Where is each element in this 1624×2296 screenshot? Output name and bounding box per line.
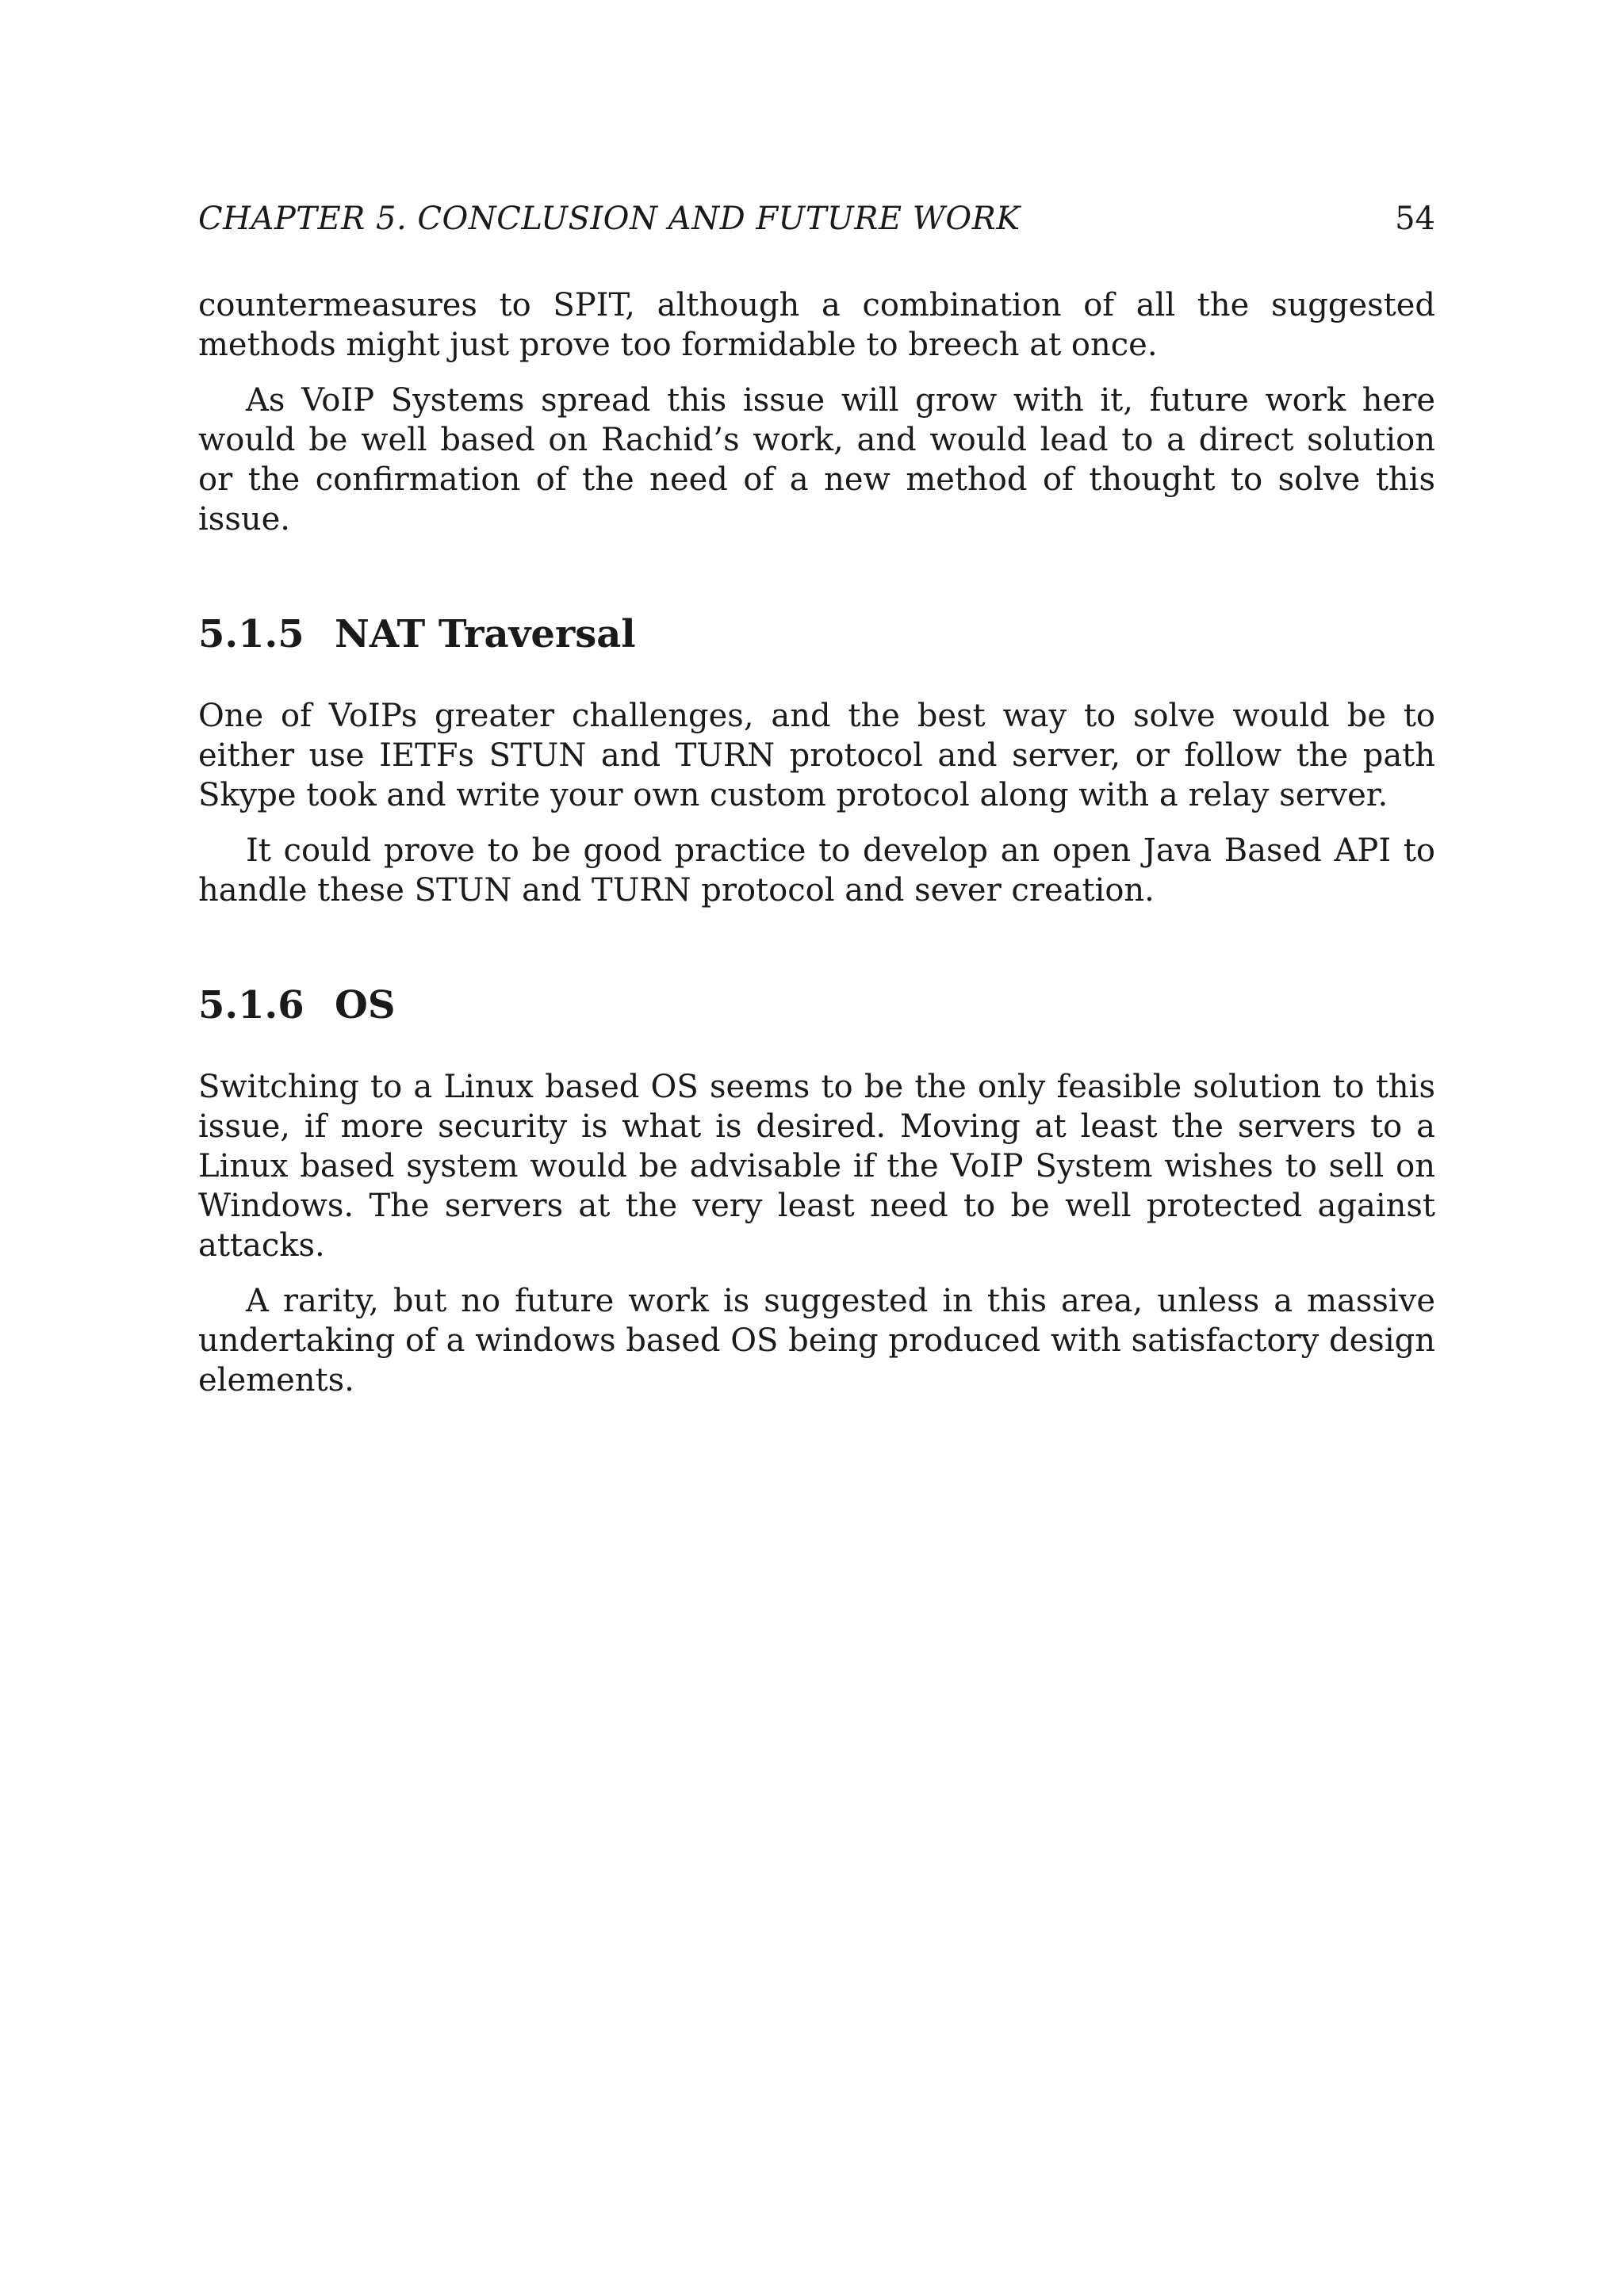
nat-traversal-paragraph-2: It could prove to be good practice to develop an open Java Based API to handle these STUN and TURN protocol and sever creation. <box>198 832 1435 909</box>
section-heading-os <box>198 982 1435 1029</box>
page-header <box>198 195 1435 243</box>
section-title: NAT Traversal <box>335 612 636 656</box>
os-paragraph-1: Switching to a Linux based OS seems to be the only feasible solution to this issue, if more security is what is desired. Moving at least the servers to a Linux based system would be advisable if the VoIP System wishes to sell on Windows. The servers at the very least need to be well protected against attacks. <box>198 1069 1435 1264</box>
section-number: 5.1.5 <box>198 612 304 656</box>
intro-paragraph-2: As VoIP Systems spread this issue will grow with it, future work here would be well based on Rachid’s work, and would lead to a direct solution or the confirmation of the need of a new method of thought to solve this issue. <box>198 382 1435 538</box>
os-paragraph-2: A rarity, but no future work is suggested in this area, unless a massive undertaking of a windows based OS being produced with satisfactory design elements. <box>198 1283 1435 1399</box>
section-title: OS <box>335 983 396 1027</box>
nat-traversal-paragraph-1: One of VoIPs greater challenges, and the best way to solve would be to either use IETFs STUN and TURN protocol and server, or follow the path Skype took and write your own custom protocol along with a relay server. <box>198 698 1435 813</box>
page-body <box>198 285 1435 1400</box>
section-heading-nat-traversal <box>198 610 1435 658</box>
intro-paragraph-1: countermeasures to SPIT, although a combination of all the suggested methods might just prove too formidable to breech at once. <box>198 287 1435 363</box>
page-number: 54 <box>1395 201 1435 237</box>
running-head: CHAPTER 5. CONCLUSION AND FUTURE WORK <box>198 201 1021 237</box>
section-number: 5.1.6 <box>198 983 304 1027</box>
